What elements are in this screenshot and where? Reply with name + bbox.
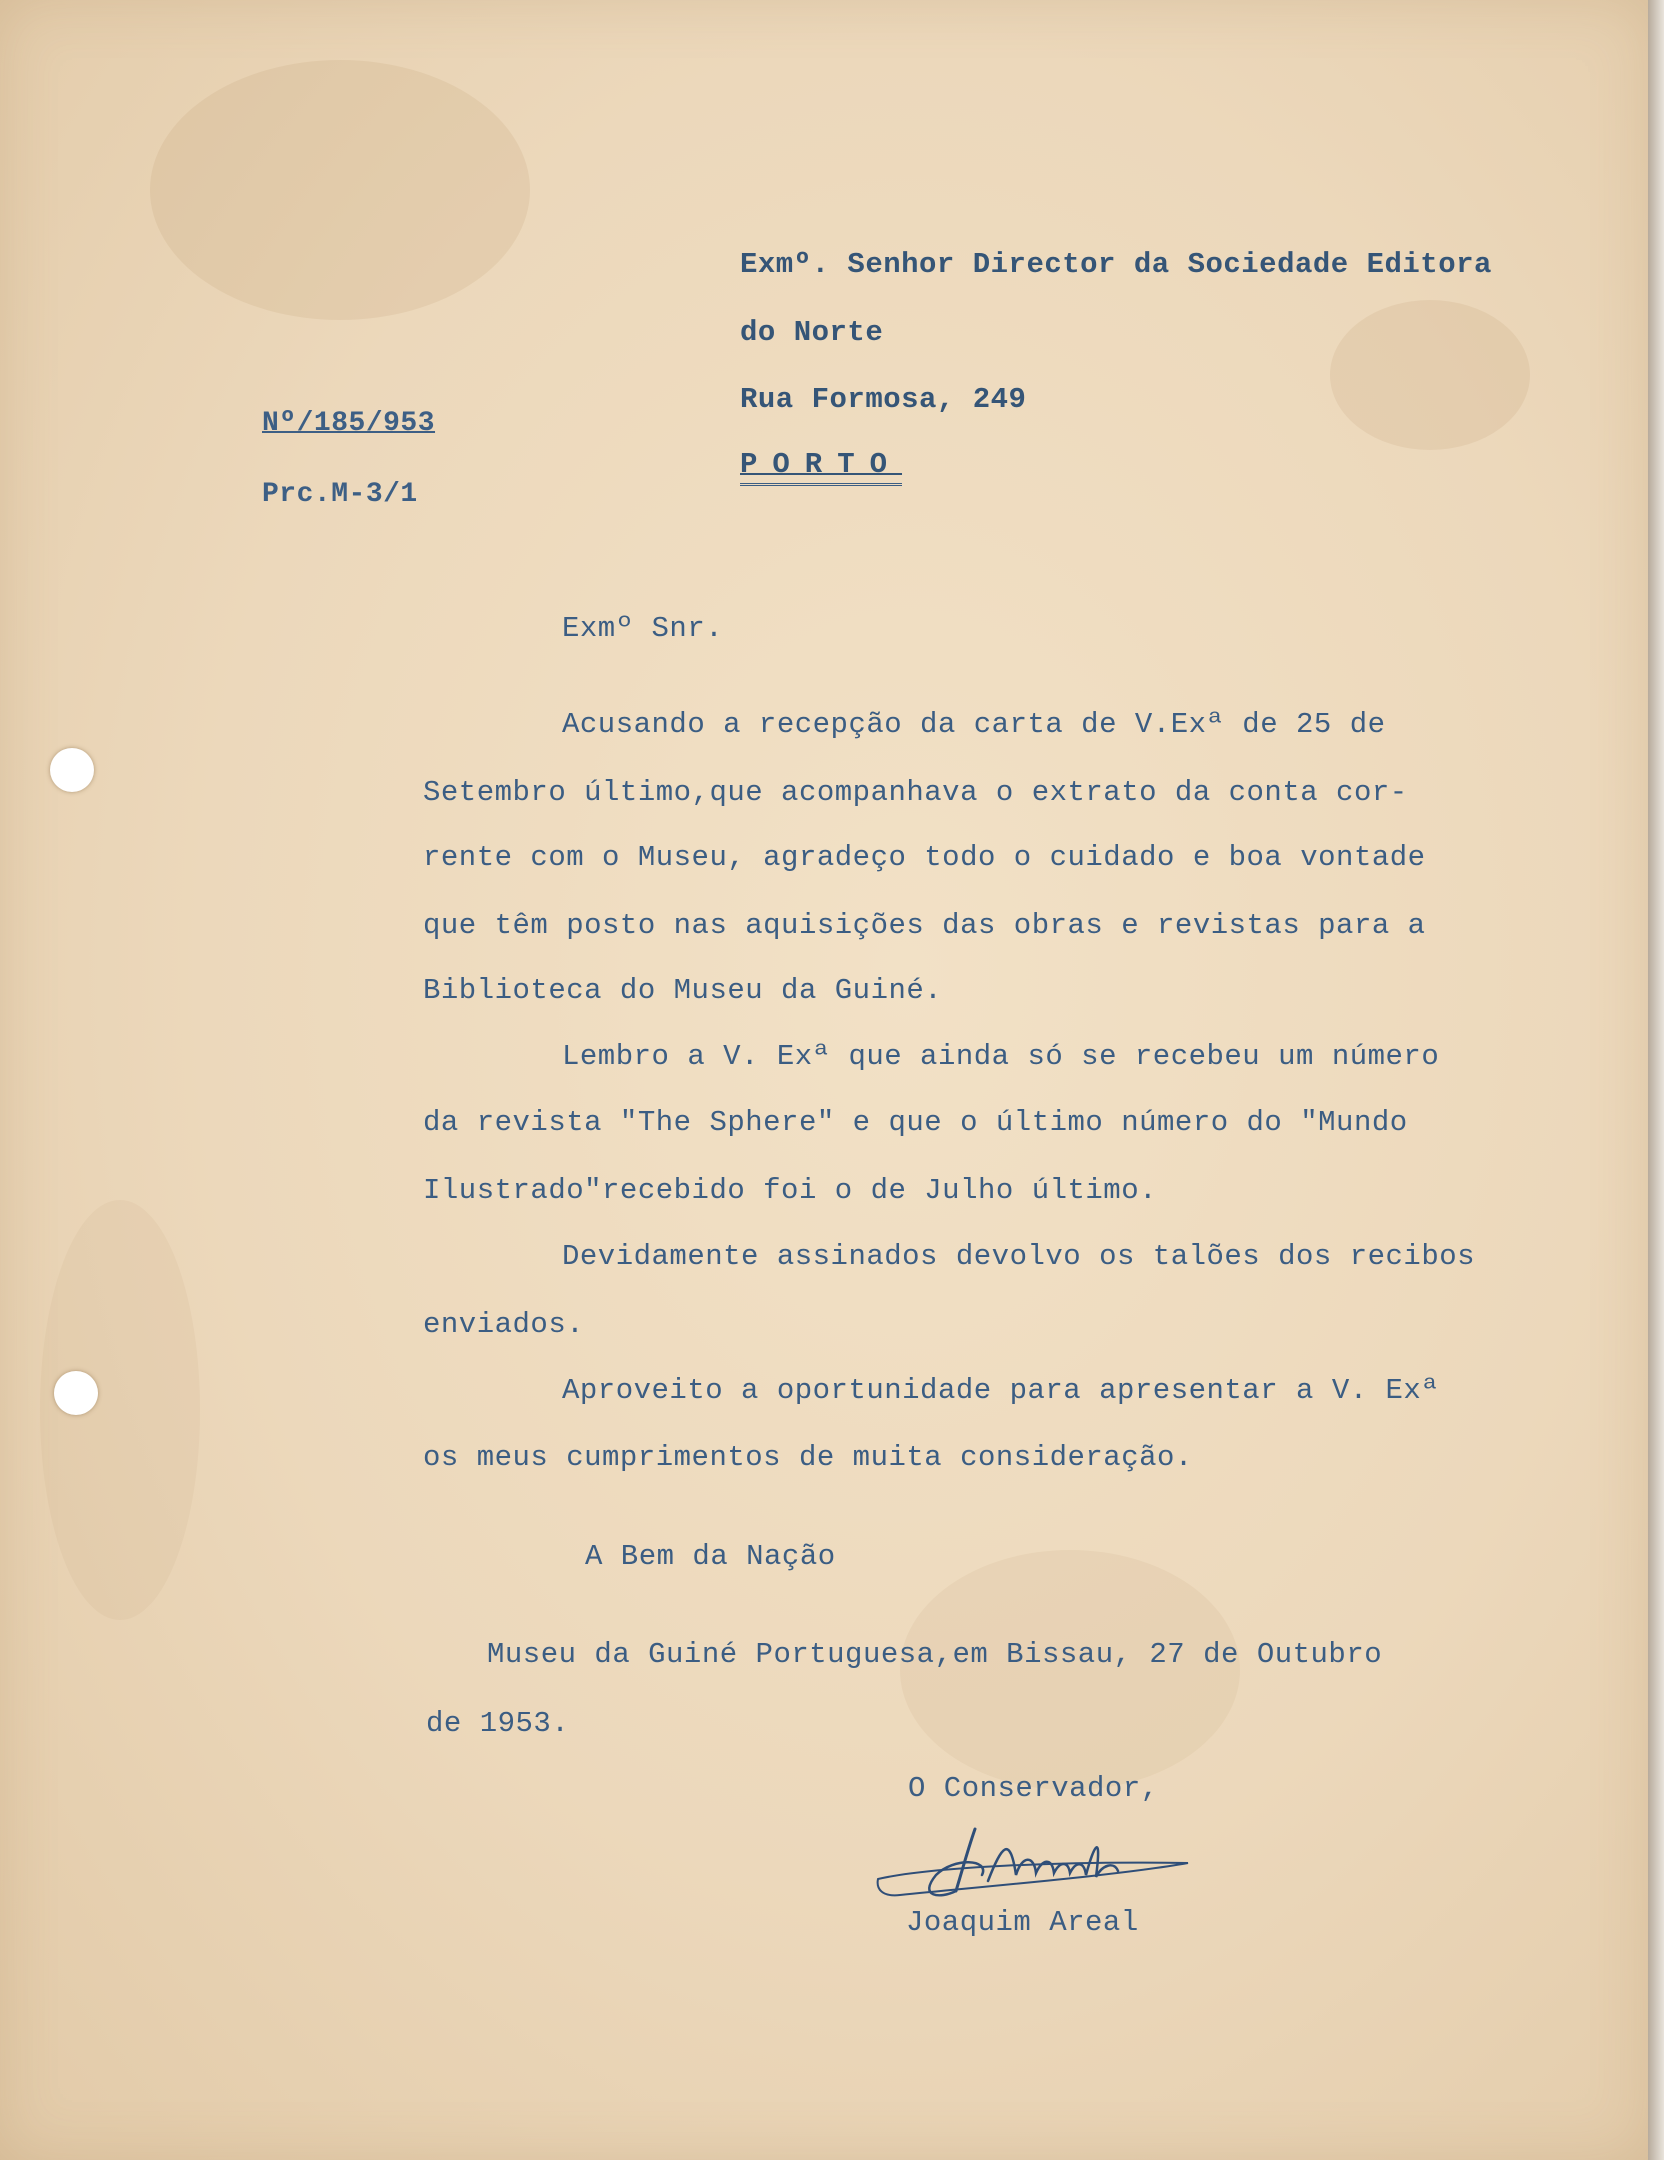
place-date-line-1: Museu da Guiné Portuguesa,em Bissau, 27 de Outubro (487, 1638, 1383, 1671)
reference-number: Nº/185/953 (262, 408, 436, 439)
handwritten-signature (870, 1815, 1200, 1915)
punch-hole-bottom (54, 1371, 98, 1415)
recipient-line-1: Exmº. Senhor Director da Sociedade Editora (740, 248, 1492, 281)
punch-hole-top (50, 748, 94, 792)
place-date-line-2: de 1953. (426, 1707, 570, 1740)
body-line: os meus cumprimentos de muita consideração. (423, 1441, 1193, 1474)
body-line: da revista "The Sphere" e que o último número do "Mundo (423, 1106, 1408, 1139)
body-line: Devidamente assinados devolvo os talões dos recibos (562, 1240, 1476, 1273)
recipient-city: PORTO (740, 450, 902, 486)
body-line: Lembro a V. Exª que ainda só se recebeu um número (562, 1040, 1440, 1073)
closing-formula: A Bem da Nação (585, 1540, 836, 1573)
signatory-name: Joaquim Areal (906, 1906, 1139, 1939)
recipient-line-2: do Norte (740, 316, 884, 349)
salutation: Exmº Snr. (562, 612, 724, 645)
recipient-address: Rua Formosa, 249 (740, 383, 1027, 416)
body-line: Acusando a recepção da carta de V.Exª de 25 de (562, 708, 1386, 741)
signatory-title: O Conservador, (908, 1772, 1159, 1805)
body-line: Ilustrado"recebido foi o de Julho último. (423, 1174, 1158, 1207)
body-line: Biblioteca do Museu da Guiné. (423, 974, 943, 1007)
process-number: Prc.M-3/1 (262, 479, 418, 510)
body-line: Setembro último,que acompanhava o extrato da conta cor- (423, 776, 1408, 809)
body-line: enviados. (423, 1308, 585, 1341)
body-line: que têm posto nas aquisições das obras e revistas para a (423, 909, 1426, 942)
scan-edge (1648, 0, 1664, 2160)
body-line: Aproveito a oportunidade para apresentar a V. Exª (562, 1374, 1440, 1407)
body-line: rente com o Museu, agradeço todo o cuidado e boa vontade (423, 841, 1426, 874)
